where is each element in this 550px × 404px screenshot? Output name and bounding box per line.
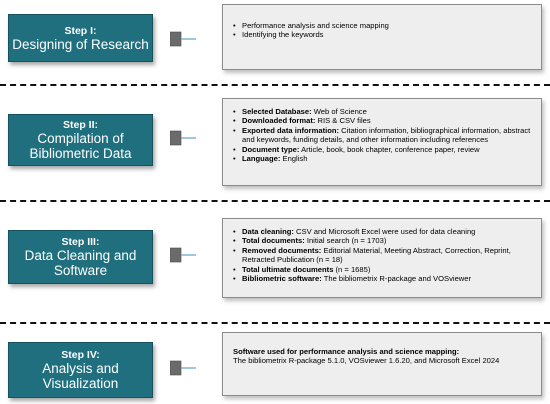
list-item: • Total documents: Initial search (n = 1703) <box>233 236 533 245</box>
step-4-heading: Software used for performance analysis and science mapping: <box>233 347 460 356</box>
list-item: • Selected Database: Web of Science <box>233 107 533 116</box>
divider-1 <box>0 84 550 86</box>
step-4-subtitle-line-1: Analysis and <box>42 361 119 376</box>
step-3-connector <box>170 247 196 263</box>
step-3-title: Step III: <box>61 236 100 248</box>
step-3-subtitle-line-1: Data Cleaning and <box>24 248 137 263</box>
step-2-subtitle-line-2: Bibliometric Data <box>29 146 132 161</box>
step-1-connector <box>170 31 196 47</box>
list-item: • Bibliometric software: The bibliometrix R-package and VOSviewer <box>233 274 533 283</box>
step-4-content <box>222 332 542 396</box>
step-4-box <box>8 342 153 398</box>
step-1-title: Step I: <box>64 24 97 37</box>
step-2-connector <box>170 130 196 146</box>
divider-3 <box>0 322 550 324</box>
list-item: • Exported data information: Citation information, bibliographical information, abstract and keywords, funding details, and other information including references <box>233 126 533 145</box>
step-3-subtitle-line-2: Software <box>53 263 108 278</box>
step-3-box <box>8 230 153 284</box>
step-4-text: The bibliometrix R-package 5.1.0, VOSviewer 1.6.20, and Microsoft Excel 2024 <box>233 356 500 366</box>
step-4-subtitle-line-2: Visualization <box>42 376 119 391</box>
step-4-connector <box>170 360 196 376</box>
list-item: • Data cleaning: CSV and Microsoft Excel were used for data cleaning <box>233 227 533 236</box>
divider-2 <box>0 200 550 202</box>
list-item: • Downloaded format: RIS & CSV files <box>233 116 533 125</box>
list-item: • Document type: Article, book, book chapter, conference paper, review <box>233 145 533 154</box>
step-2-title: Step II: <box>62 119 98 131</box>
step-1-box <box>8 14 153 62</box>
list-item: • Performance analysis and science mapping <box>233 21 533 30</box>
step-2-content <box>222 98 542 186</box>
step-1-subtitle: Designing of Research <box>12 36 149 52</box>
list-item: • Removed documents: Editorial Material, Meeting Abstract, Correction, Reprint, Retracted Publication (n = 18) <box>233 246 533 265</box>
step-1-content <box>222 4 542 70</box>
list-item: • Total ultimate documents (n = 1685) <box>233 265 533 274</box>
step-2-box <box>8 114 153 166</box>
step-3-content <box>222 218 542 298</box>
list-item: • Identifying the keywords <box>233 30 533 39</box>
step-4-title: Step IV: <box>61 349 100 361</box>
list-item: • Language: English <box>233 154 533 163</box>
step-2-subtitle-line-1: Compilation of <box>37 131 124 146</box>
